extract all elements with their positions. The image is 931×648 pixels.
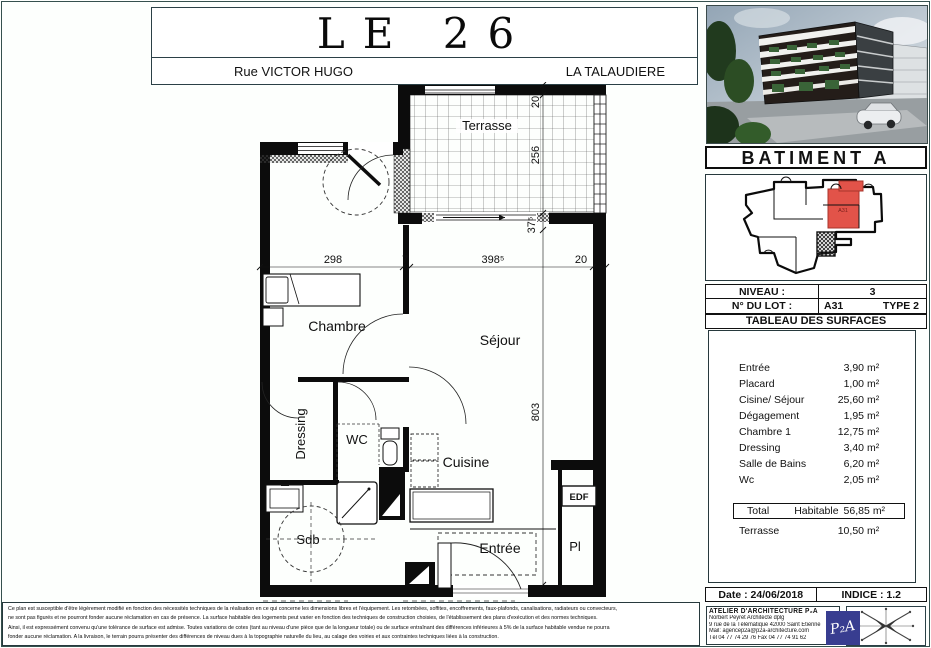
terrace-railing (594, 95, 606, 213)
shower (337, 482, 377, 524)
room-label-pl: Pl (569, 539, 581, 554)
architect-line: Tél 04 77 74 29 76 Fax 04 77 74 91 62 (709, 634, 807, 641)
svg-text:803: 803 (530, 402, 542, 422)
project-title: LE 26 (316, 9, 533, 58)
keyplan-drawing (706, 175, 925, 279)
niveau-value: 3 (869, 285, 876, 298)
architect-line: 9 rue de la Télématique 42000 Saint Etienne (709, 621, 821, 628)
toilet (381, 428, 399, 465)
svg-text:256: 256 (530, 145, 542, 165)
surfaces-title: TABLEAU DES SURFACES (705, 314, 927, 329)
surfaces-table (708, 330, 916, 583)
room-label-entree: Entrée (479, 540, 521, 556)
svg-text:20: 20 (530, 95, 542, 109)
building-render (706, 5, 928, 144)
terrasse-row: Terrasse 10,50 m² (739, 525, 880, 537)
room-label-dressing: Dressing (293, 408, 308, 460)
kitchen-counter (410, 489, 493, 522)
title-divider (152, 57, 697, 58)
architect-name: ATELIER D'ARCHITECTURE P₂A (709, 608, 818, 615)
lot-info-table (705, 284, 927, 314)
surface-row: Wc 2,05 m² (739, 474, 880, 486)
p2a-logo: P₂A (826, 611, 860, 645)
surface-row: Dégagement 1,95 m² (739, 410, 880, 422)
surface-row: Cisine/ Séjour 25,60 m² (739, 394, 880, 406)
lot-label: N° DU LOT : (706, 299, 819, 313)
architect-line: Norbert Peyret Architecte dplg (709, 615, 785, 621)
svg-text:20: 20 (574, 254, 588, 266)
title-block (151, 7, 698, 85)
niveau-row (706, 285, 926, 298)
lot-value: A31 (824, 300, 844, 312)
niveau-label: NIVEAU : (706, 285, 819, 298)
legal-line: Ainsi, il est expressément convenu qu'une tolérance de surface est admise. Toutes variations de cotes (tant au niveau d'une pièce que de la longueur totale) ou de surface entraînant des différences inférieures à 5% de la surface habitable vendue ne pourra (8, 624, 610, 631)
street-label: Rue VICTOR HUGO (234, 64, 353, 79)
surface-row: Chambre 1 12,75 m² (739, 426, 880, 438)
legal-line: ne sont pas figurés et ne pourront fonder aucune réclamation en cas de présence. La surface habitable des logements peut varier en fonction des techniques de construction choisies, de l'établissement des plans d'exécution et des normes techniques. (8, 615, 598, 622)
total-row: Total Habitable 56,85 m² (733, 503, 905, 519)
svg-text:37⁵: 37⁵ (526, 216, 538, 234)
svg-text:298: 298 (323, 254, 343, 266)
surfaces-rows (709, 331, 915, 488)
legal-line: Ce plan est susceptible d'être légèrement modifié en fonction des nécessités techniques de la réalisation en ce qui concerne les dimensions libres et l'équipement. Les retombées, soffites, encoffrements, faux-plafonds, canalisations, radiateurs ou convecteurs, (8, 606, 618, 612)
keyplan-unit-label: A31 (838, 208, 848, 214)
terrasse-area (394, 85, 606, 225)
lot-cell (819, 299, 926, 313)
keyplan-box (705, 174, 927, 281)
batiment-label: BATIMENT A (705, 146, 927, 169)
surface-row: Placard 1,00 m² (739, 378, 880, 390)
type-value: TYPE 2 (882, 300, 919, 312)
legal-line: fonder aucune réclamation. A la livraison, le terrain pourra présenter des différences de niveau dues à la topographie naturelle du lieu, au calage des voiries et aux contraintes techniques liées à la construction. (8, 634, 499, 641)
surface-row: Salle de Bains 6,20 m² (739, 458, 880, 470)
svg-text:EDF: EDF (569, 492, 589, 503)
date-indice-row (705, 587, 927, 602)
room-label-terrasse: Terrasse (462, 118, 512, 133)
architect-line: Mail: agencep2a@p2a-architecture.com (709, 628, 810, 635)
edf-box (562, 486, 596, 506)
lot-row (706, 298, 926, 313)
svg-text:398⁵: 398⁵ (481, 254, 505, 266)
room-label-wc: WC (346, 432, 368, 447)
room-label-cuisine: Cuisine (442, 454, 490, 470)
entry-door-chambre (348, 155, 393, 200)
room-label-sdb: Sdb (296, 532, 320, 547)
city-label: LA TALAUDIERE (565, 64, 665, 79)
building-render-art (707, 6, 927, 143)
surface-row: Entrée 3,90 m² (739, 362, 880, 374)
room-label-chambre: Chambre (308, 318, 366, 334)
floor-plan (253, 82, 615, 602)
indice-label: INDICE : 1.2 (841, 588, 901, 601)
svg-text:7: 7 (401, 254, 409, 266)
architect-block (706, 606, 840, 645)
washbasin (266, 485, 303, 512)
surface-row: Dressing 3,40 m² (739, 442, 880, 454)
legal-notes (2, 602, 700, 646)
date-label: Date : 24/06/2018 (706, 588, 817, 601)
kitchen-appliances (411, 434, 438, 487)
room-label-sejour: Séjour (479, 332, 521, 348)
